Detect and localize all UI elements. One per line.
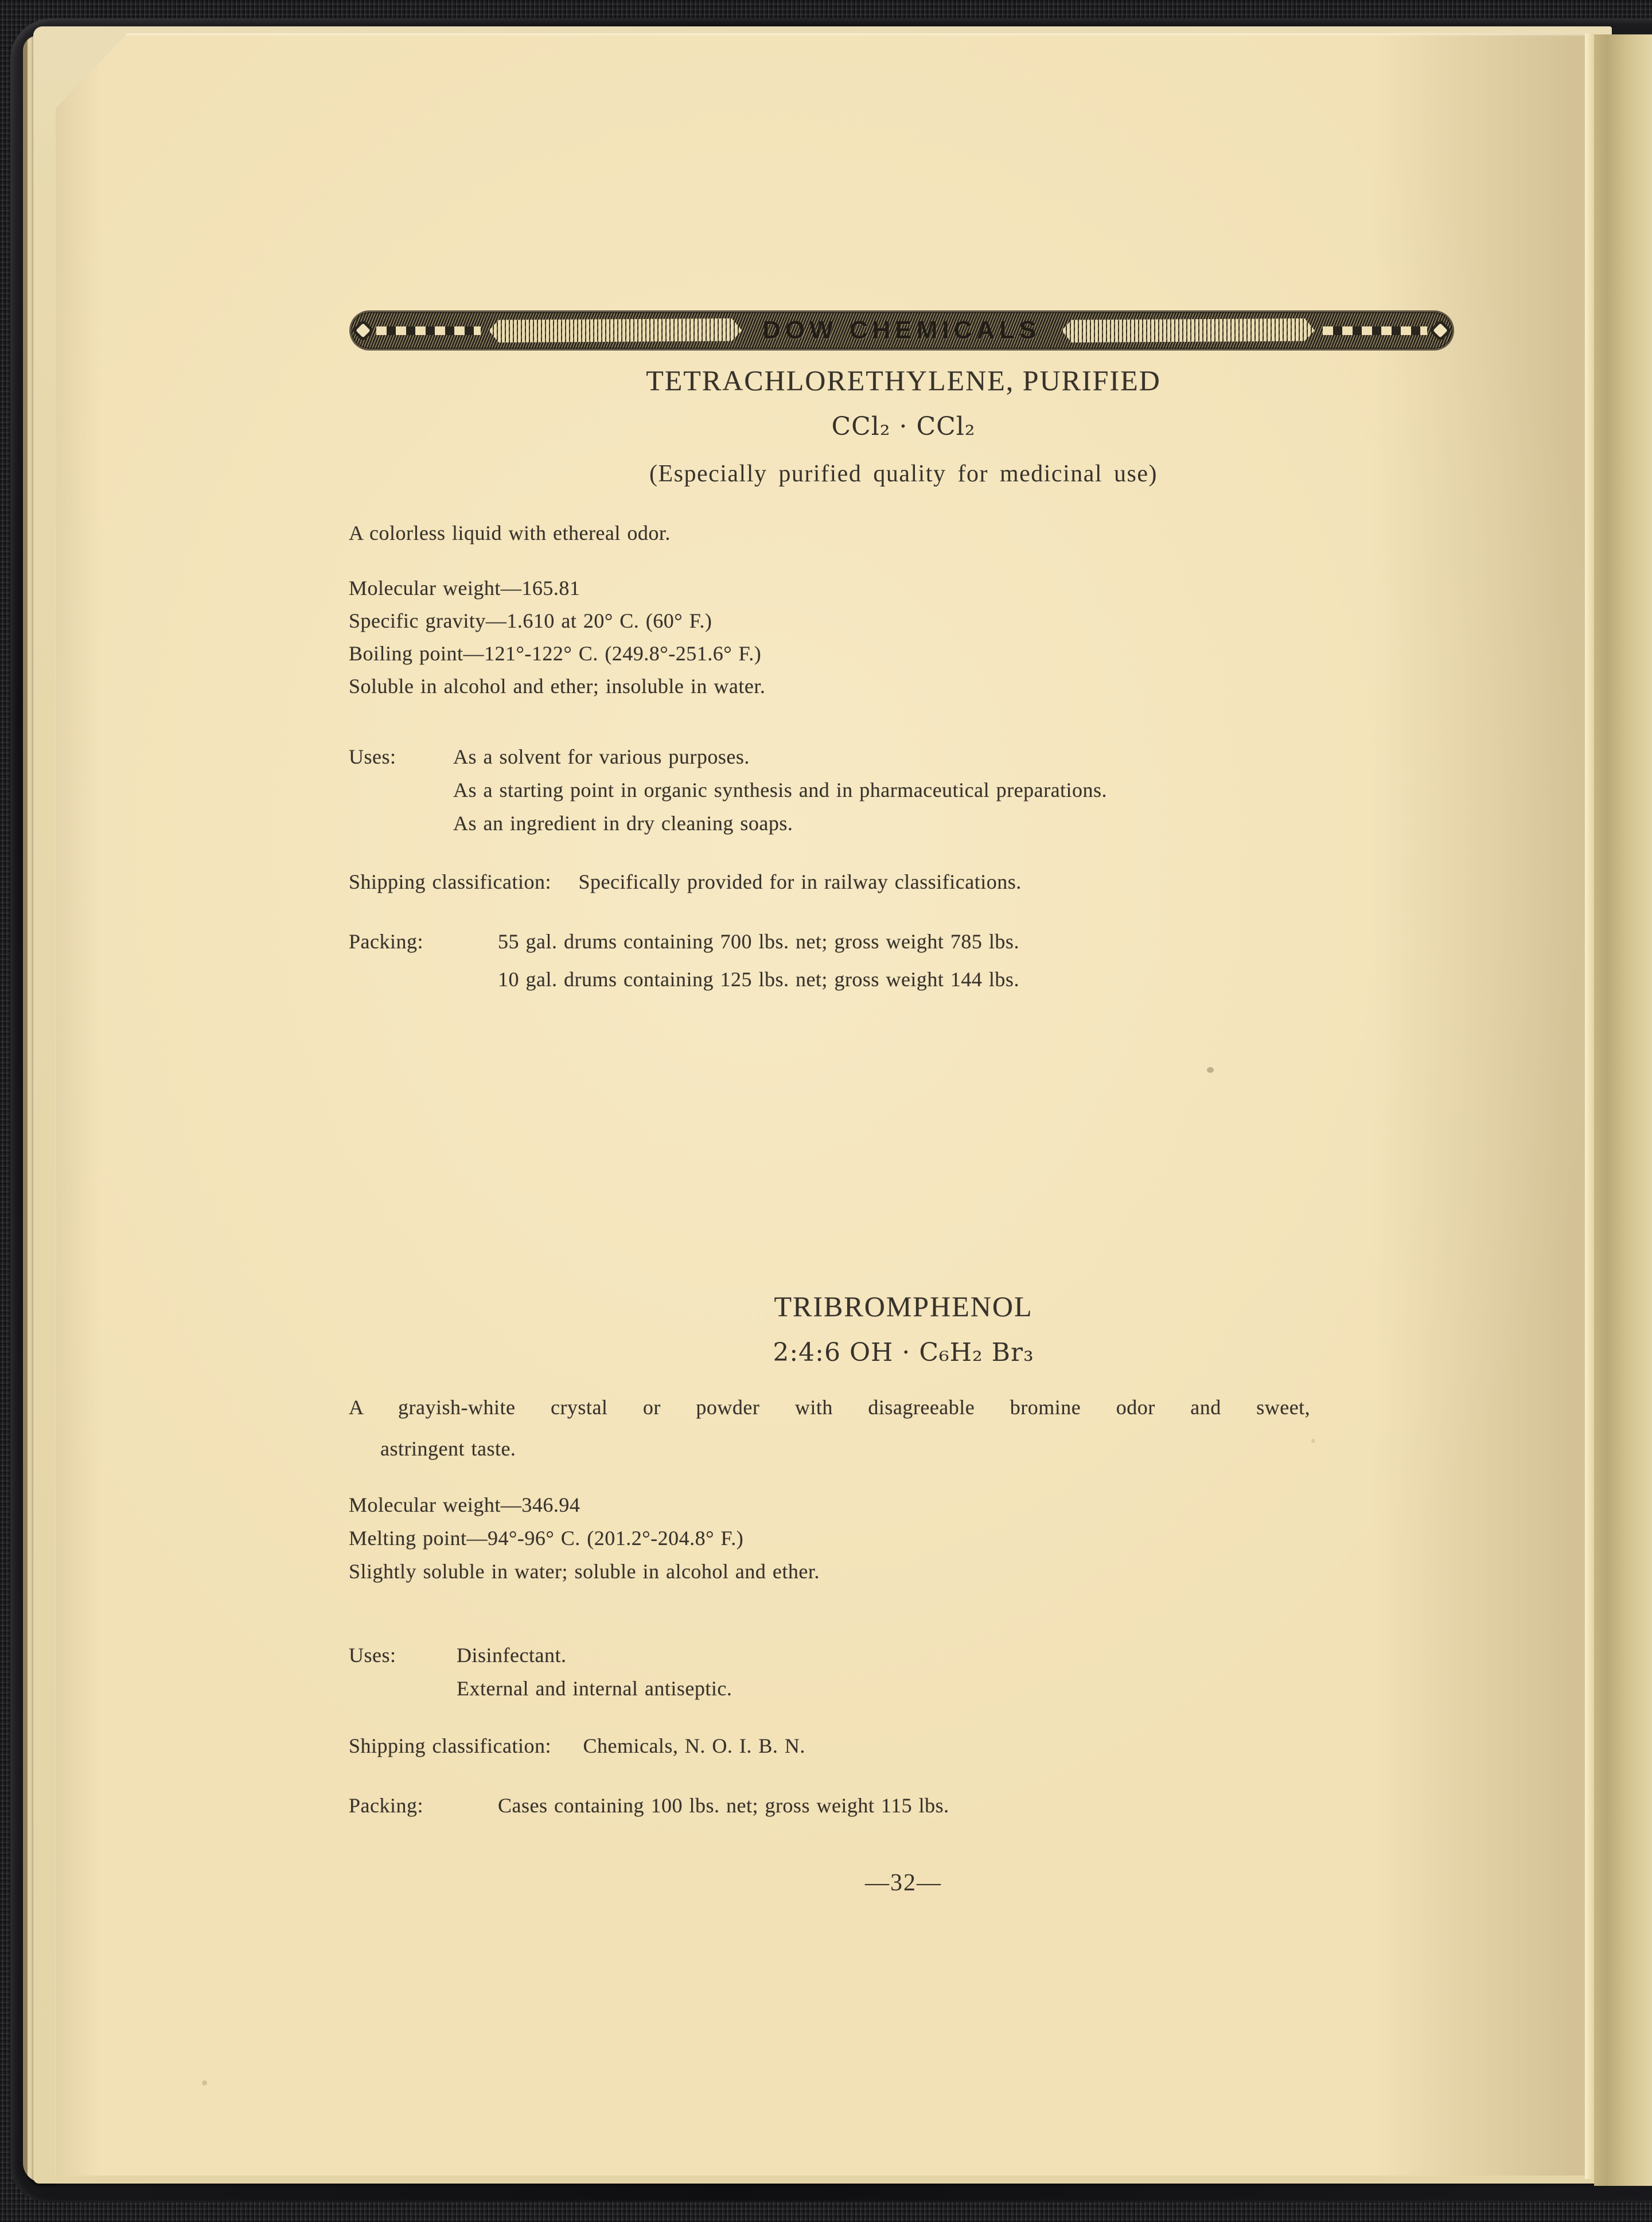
property-line: Melting point—94°-96° C. (201.2°-204.8° F.) <box>349 1527 744 1550</box>
chemical-formula: 2:4:6 OH · C₆H₂ Br₃ <box>773 1338 1034 1367</box>
banner-lozenge-icon <box>489 318 742 343</box>
page-number: —32— <box>865 1870 942 1896</box>
banner-dashes-icon <box>1323 326 1427 335</box>
chemical-formula: CCl₂ · CCl₂ <box>831 412 976 441</box>
uses-label: Uses: <box>349 1644 396 1667</box>
section-title: TRIBROMPHENOL <box>774 1290 1033 1322</box>
property-line: Soluble in alcohol and ether; insoluble in water. <box>349 675 766 698</box>
banner-dashes-icon <box>376 326 481 335</box>
shipping-value: Specifically provided for in railway classifications. <box>578 870 1022 893</box>
uses-line: As a starting point in organic synthesis and in pharmaceutical preparations. <box>453 779 1108 801</box>
packing-line: 55 gal. drums containing 700 lbs. net; gross weight 785 lbs. <box>498 930 1019 953</box>
description-line: A grayish-white crystal or powder with disagreeable bromine odor and sweet, <box>349 1396 1311 1419</box>
uses-label: Uses: <box>349 745 396 768</box>
section-subtitle: (Especially purified quality for medicinal use) <box>649 461 1158 487</box>
uses-line: As a solvent for various purposes. <box>453 745 750 768</box>
description-line: A colorless liquid with ethereal odor. <box>349 522 671 544</box>
uses-line: Disinfectant. <box>457 1644 567 1667</box>
property-line: Slightly soluble in water; soluble in alcohol and ether. <box>349 1560 820 1583</box>
property-line: Specific gravity—1.610 at 20° C. (60° F.) <box>349 609 712 632</box>
packing-label: Packing: <box>349 1794 423 1817</box>
description-line: astringent taste. <box>380 1437 516 1460</box>
banner-lozenge-icon <box>1062 318 1315 343</box>
packing-line: 10 gal. drums containing 125 lbs. net; gross weight 144 lbs. <box>498 968 1019 991</box>
section-title: TETRACHLORETHYLENE, PURIFIED <box>646 364 1161 396</box>
property-line: Boiling point—121°-122° C. (249.8°-251.6° F.) <box>349 642 762 665</box>
shipping-value: Chemicals, N. O. I. B. N. <box>583 1734 805 1757</box>
shipping-line <box>349 870 1022 894</box>
banner-end-ornament-icon <box>1429 312 1452 349</box>
packing-line: Cases containing 100 lbs. net; gross weight 115 lbs. <box>498 1794 949 1817</box>
shipping-label: Shipping classification: <box>349 1734 551 1757</box>
banner-end-ornament-icon <box>351 312 374 349</box>
packing-label: Packing: <box>349 930 423 953</box>
property-line: Molecular weight—165.81 <box>349 577 580 600</box>
shipping-label: Shipping classification: <box>349 870 551 893</box>
shipping-line <box>349 1734 805 1758</box>
banner-title: DOW CHEMICALS <box>762 316 1041 344</box>
uses-line: External and internal antiseptic. <box>457 1677 733 1700</box>
property-line: Molecular weight—346.94 <box>349 1493 580 1516</box>
dow-chemicals-banner <box>351 312 1452 349</box>
uses-line: As an ingredient in dry cleaning soaps. <box>453 812 793 835</box>
